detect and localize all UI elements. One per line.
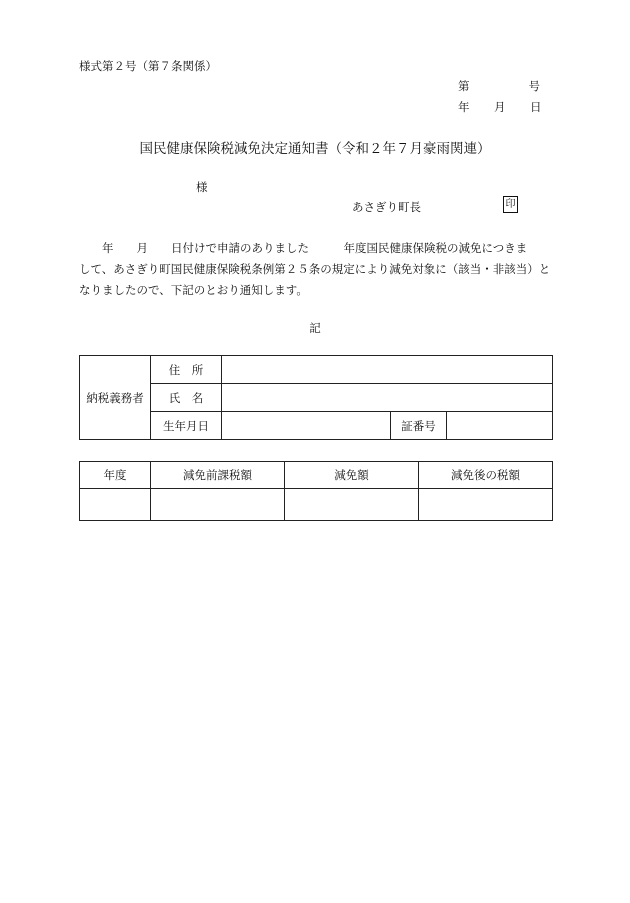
- form-number: 様式第２号（第７条関係）: [79, 59, 217, 73]
- date-day: 日: [530, 100, 542, 114]
- issuer-name: あさぎり町長: [352, 200, 421, 214]
- reduction-field[interactable]: [285, 489, 419, 521]
- header-tax-before: 減免前課税額: [151, 462, 285, 489]
- document-title: 国民健康保険税減免決定通知書（令和２年７月豪雨関連）: [139, 141, 491, 157]
- cert-no-field[interactable]: [447, 412, 553, 440]
- name-field[interactable]: [222, 384, 553, 412]
- header-reduction: 減免額: [285, 462, 419, 489]
- name-label: 氏 名: [151, 384, 222, 412]
- birthdate-label: 生年月日: [151, 412, 222, 440]
- notice-body: [79, 238, 551, 301]
- header-fiscal-year: 年度: [80, 462, 151, 489]
- fiscal-year-field[interactable]: [80, 489, 151, 521]
- addressee-suffix: 様: [196, 180, 208, 194]
- body-line-3: なりましたので、下記のとおり通知します。: [79, 283, 308, 297]
- body-line-2: して、あさぎり町国民健康保険税条例第２５条の規定により減免対象に（該当・非該当）と: [79, 262, 551, 276]
- tax-after-field[interactable]: [419, 489, 553, 521]
- notice-number: [458, 78, 540, 94]
- notice-number-suffix: 号: [528, 79, 540, 93]
- tax-before-field[interactable]: [151, 489, 285, 521]
- date-year: 年: [458, 100, 470, 114]
- body-line-1: 年 月 日付けで申請のありました 年度国民健康保険税の減免につきま: [79, 241, 528, 255]
- birthdate-field[interactable]: [222, 412, 391, 440]
- taxpayer-label: 納税義務者: [80, 356, 151, 440]
- header-tax-after: 減免後の税額: [419, 462, 553, 489]
- seal-mark: 印: [503, 196, 518, 213]
- taxpayer-table: [79, 355, 553, 440]
- address-label: 住 所: [151, 356, 222, 384]
- cert-no-label: 証番号: [391, 412, 447, 440]
- date-month: 月: [494, 100, 506, 114]
- address-field[interactable]: [222, 356, 553, 384]
- tax-amount-table: [79, 461, 553, 521]
- ki-heading: 記: [309, 321, 321, 335]
- notice-number-prefix: 第: [458, 79, 470, 93]
